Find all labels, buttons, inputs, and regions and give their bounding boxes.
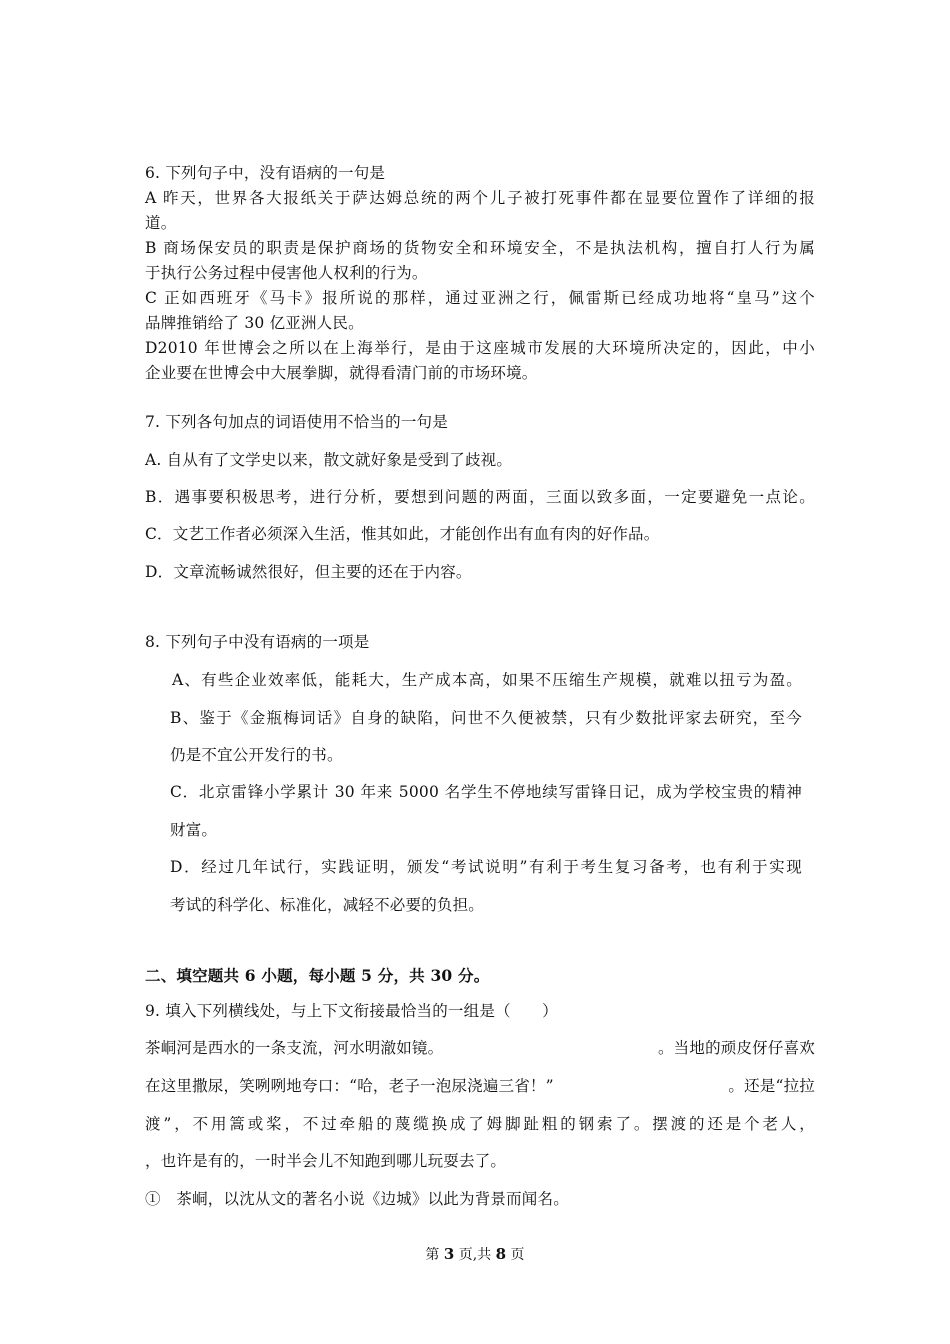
q7-option-a: A. 自从有了文学史以来，散文就好象是受到了歧视。 <box>145 451 513 469</box>
q8-option-b-line1: B、鉴于《金瓶梅词话》自身的缺陷，问世不久便被禁，只有少数批评家去研究，至今 <box>170 709 802 727</box>
q6-option-a-line2: 道。 <box>145 214 177 232</box>
q6-option-d-line2: 企业要在世博会中大展拳脚，就得看清门前的市场环境。 <box>145 364 538 382</box>
q7-option-b: B．遇事要积极思考，进行分析，要想到问题的两面，三面以致多面，一定要避免一点论。 <box>145 488 815 506</box>
footer-suffix: 页 <box>506 1247 525 1263</box>
q8-option-a: A、有些企业效率低，能耗大，生产成本高，如果不压缩生产规模，就难以扭亏为盈。 <box>172 671 802 689</box>
q9-stem: 9. 填入下列横线处，与上下文衔接最恰当的一组是（ ） <box>145 1002 558 1020</box>
q9-passage-line1-right: 。当地的顽皮伢仔喜欢 <box>657 1039 815 1057</box>
footer-prefix: 第 <box>425 1247 444 1263</box>
q8-option-b-line2: 仍是不宜公开发行的书。 <box>170 746 343 764</box>
q8-option-c-line2: 财富。 <box>170 821 218 839</box>
q9-passage-line2-right: 。还是“拉拉 <box>728 1077 815 1095</box>
q6-option-c-line2: 品牌推销给了 30 亿亚洲人民。 <box>145 314 364 332</box>
footer-middle: 页,共 <box>454 1247 496 1263</box>
section-2-heading: 二、填空题共 6 小题，每小题 5 分，共 30 分。 <box>145 966 490 985</box>
q9-passage-line1 <box>145 1038 815 1058</box>
q7-option-d: D．文章流畅诚然很好，但主要的还在于内容。 <box>145 563 472 581</box>
q9-passage-line4: ，也许是有的，一时半会儿不知跑到哪儿玩耍去了。 <box>145 1152 507 1170</box>
q8-option-d-line2: 考试的科学化、标准化，减轻不必要的负担。 <box>170 896 485 914</box>
footer-total-pages: 8 <box>495 1245 507 1263</box>
q8-option-d-line1: D．经过几年试行，实践证明，颁发“考试说明”有利于考生复习备考，也有利于实现 <box>170 858 802 876</box>
q7-option-c: C．文艺工作者必须深入生活，惟其如此，才能创作出有血有肉的好作品。 <box>145 525 660 543</box>
q9-option-1: ① 茶峒，以沈从文的著名小说《边城》以此为背景而闻名。 <box>145 1190 569 1208</box>
q9-passage-line2 <box>145 1076 815 1096</box>
q6-option-a-line1: A 昨天，世界各大报纸关于萨达姆总统的两个儿子被打死事件都在显要位置作了详细的报 <box>145 189 815 207</box>
q9-passage-line2-left: 在这里撒尿，笑咧咧地夸口：“哈，老子一泡尿浇遍三省！” <box>145 1077 554 1095</box>
q6-option-c-line1: C 正如西班牙《马卡》报所说的那样，通过亚洲之行，佩雷斯已经成功地将“皇马”这个 <box>145 289 815 307</box>
q6-option-d-line1: D2010 年世博会之所以在上海举行，是由于这座城市发展的大环境所决定的，因此，中小 <box>145 339 815 357</box>
q8-stem: 8. 下列句子中没有语病的一项是 <box>145 633 370 651</box>
footer-page-number: 3 <box>443 1245 455 1263</box>
q9-passage-line3: 渡”，不用篙或桨，不过牵船的蔑缆换成了姆脚趾粗的钢索了。摆渡的还是个老人， <box>145 1115 815 1133</box>
q6-stem: 6. 下列句子中，没有语病的一句是 <box>145 164 386 182</box>
q9-passage-line1-left: 茶峒河是西水的一条支流，河水明澈如镜。 <box>145 1039 444 1057</box>
q7-stem: 7. 下列各句加点的词语使用不恰当的一句是 <box>145 413 448 431</box>
q8-option-c-line1: C．北京雷锋小学累计 30 年来 5000 名学生不停地续写雷锋日记，成为学校宝贵的精神 <box>170 783 802 801</box>
page-footer <box>0 1244 950 1264</box>
q6-option-b-line1: B 商场保安员的职责是保护商场的货物安全和环境安全，不是执法机构，擅自打人行为属 <box>145 239 815 257</box>
q6-option-b-line2: 于执行公务过程中侵害他人权利的行为。 <box>145 264 428 282</box>
